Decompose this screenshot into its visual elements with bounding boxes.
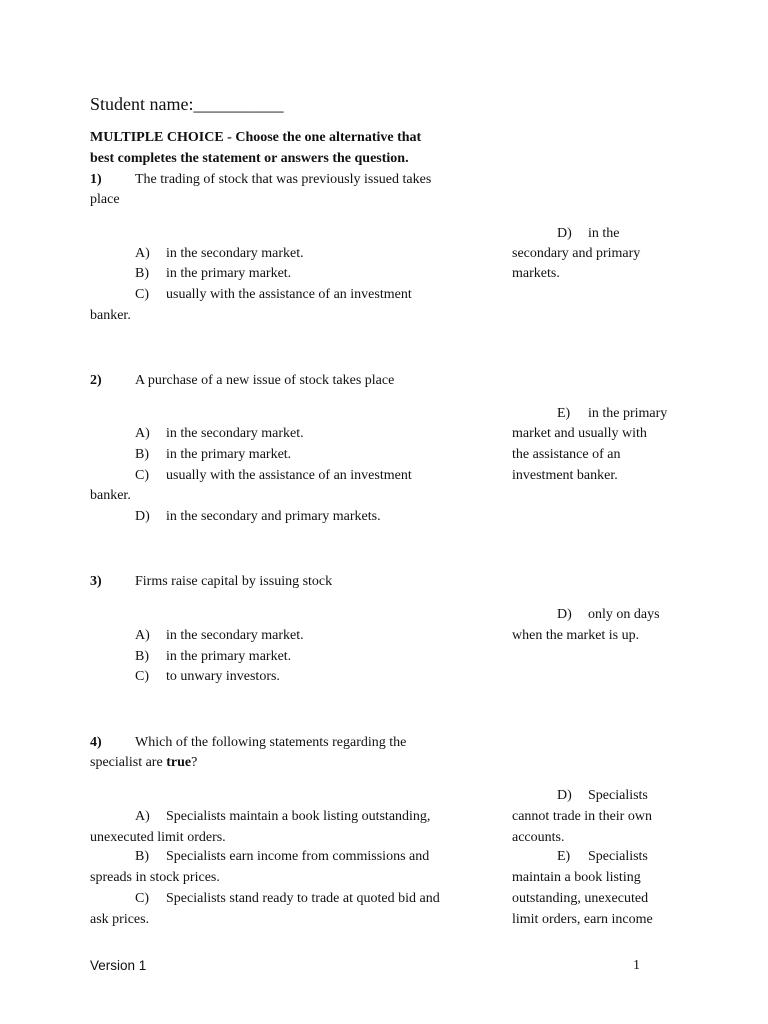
option-a-text: in the secondary market. [166,246,304,261]
option-e-text: Specialists [588,849,648,864]
option-b-label: B) [135,447,149,462]
option-c-label: C) [135,287,149,302]
question-1-option-c [135,285,412,306]
question-2-option-a [135,424,304,445]
question-2-option-d [135,507,381,528]
option-b-text: in the primary market. [166,447,292,462]
question-1-option-a [135,244,304,265]
question-1-number: 1) [90,172,102,187]
option-a-label: A) [135,246,150,261]
question-4-stem [90,733,407,754]
question-4-stem-post: ? [191,755,198,770]
option-c-label: C) [135,468,149,483]
question-2-stem-text: A purchase of a new issue of stock takes place [135,373,395,388]
option-e-text: in the primary [588,406,668,421]
question-4-option-e-line-3: outstanding, unexecuted [512,891,649,906]
question-3-number: 3) [90,574,102,589]
option-d-label: D) [135,509,150,524]
question-4-option-b-cont: spreads in stock prices. [90,870,220,885]
question-1-stem-text: The trading of stock that was previously issued takes [135,172,432,187]
question-2-option-e-line-3: the assistance of an [512,447,621,462]
question-1-option-d-line-3: markets. [512,266,560,281]
question-1-option-d [557,224,620,245]
question-4-stem-line-2 [90,753,197,774]
question-4-option-e-line-4: limit orders, earn income [512,912,653,927]
option-a-text: in the secondary market. [166,426,304,441]
question-4-option-d [557,786,648,807]
option-d-label: D) [557,788,572,803]
question-4-option-b [135,847,429,868]
question-2-option-b [135,445,291,466]
option-b-label: B) [135,849,149,864]
question-4-stem-text: Which of the following statements regarding the [135,735,407,750]
question-3-option-a [135,626,304,647]
question-1-option-d-line-2: secondary and primary [512,246,641,261]
student-name-label: Student name:__________ [90,94,284,114]
option-a-label: A) [135,809,150,824]
option-d-text: Specialists [588,788,648,803]
question-3-stem [90,572,333,593]
footer-page-number: 1 [633,958,640,973]
question-1-stem-line-2: place [90,192,120,207]
option-d-text: only on days [588,607,660,622]
question-1-stem [90,170,432,191]
question-4-option-c-cont: ask prices. [90,912,150,927]
option-d-text: in the secondary and primary markets. [166,509,381,524]
option-e-label: E) [557,849,571,864]
question-2-number: 2) [90,373,102,388]
footer-version: Version 1 [90,958,147,973]
question-4-stem-pre: specialist are [90,755,167,770]
question-4-option-a-cont: unexecuted limit orders. [90,830,226,845]
option-a-text: Specialists maintain a book listing outstanding, [166,809,431,824]
question-4-option-c [135,889,440,910]
option-c-label: C) [135,891,149,906]
question-2-option-e [557,404,667,425]
option-c-text: usually with the assistance of an investment [166,287,412,302]
instructions-line-1: MULTIPLE CHOICE - Choose the one alternative that [90,130,422,145]
question-2-option-e-line-2: market and usually with [512,426,647,441]
question-4-option-d-line-3: accounts. [512,830,565,845]
question-3-option-d [557,605,660,626]
question-4-option-d-line-2: cannot trade in their own [512,809,652,824]
question-1-option-c-cont: banker. [90,308,131,323]
option-b-text: in the primary market. [166,649,292,664]
question-3-option-b [135,647,291,668]
question-4-option-e [557,847,648,868]
question-1-option-b [135,264,291,285]
option-c-text: Specialists stand ready to trade at quoted bid and [166,891,440,906]
question-3-option-c [135,667,280,688]
question-4-option-a [135,807,430,828]
option-c-label: C) [135,669,149,684]
question-2-option-e-line-4: investment banker. [512,468,618,483]
option-a-label: A) [135,426,150,441]
option-d-label: D) [557,226,572,241]
option-d-text: in the [588,226,620,241]
question-2-option-c-cont: banker. [90,488,131,503]
question-4-number: 4) [90,735,102,750]
option-a-label: A) [135,628,150,643]
option-c-text: to unwary investors. [166,669,280,684]
question-4-option-e-line-2: maintain a book listing [512,870,641,885]
question-2-option-c [135,466,412,487]
option-e-label: E) [557,406,571,421]
question-3-stem-text: Firms raise capital by issuing stock [135,574,333,589]
option-b-label: B) [135,266,149,281]
option-a-text: in the secondary market. [166,628,304,643]
option-b-label: B) [135,649,149,664]
option-d-label: D) [557,607,572,622]
instructions-line-2: best completes the statement or answers the question. [90,151,409,166]
option-c-text: usually with the assistance of an investment [166,468,412,483]
question-4-stem-emphasis: true [166,755,192,770]
option-b-text: Specialists earn income from commissions and [166,849,430,864]
question-3-option-d-line-2: when the market is up. [512,628,640,643]
question-2-stem [90,371,395,392]
option-b-text: in the primary market. [166,266,292,281]
